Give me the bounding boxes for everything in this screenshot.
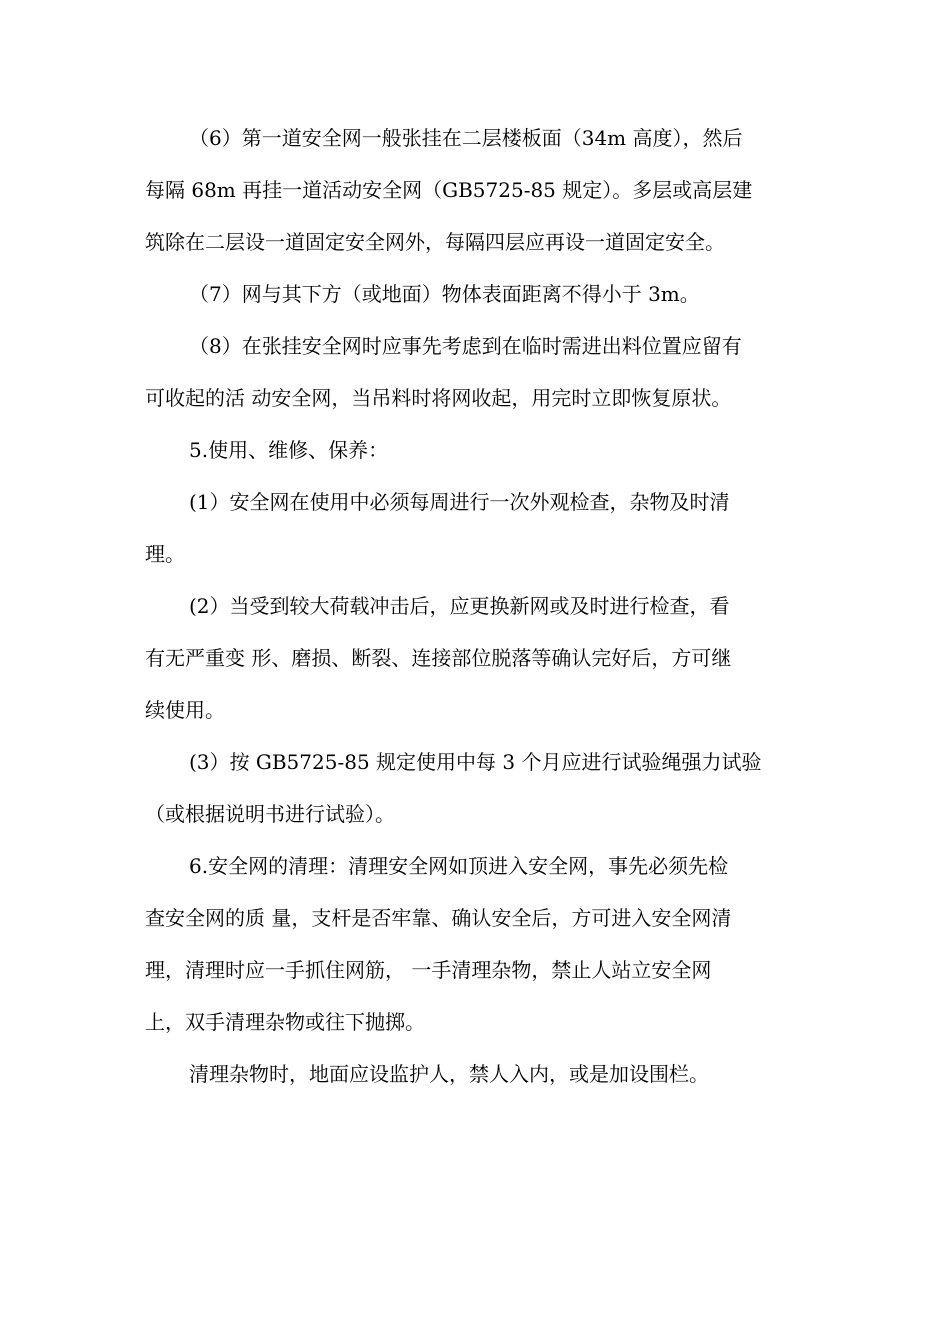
document-body bbox=[145, 112, 810, 1100]
item-2-line-3: 续使用。 bbox=[145, 698, 225, 722]
item-2-line-2: 有无严重变 形、磨损、断裂、连接部位脱落等确认完好后，方可继 bbox=[145, 646, 732, 670]
item-2-line-1: (2）当受到较大荷载冲击后，应更换新网或及时进行检查，看 bbox=[189, 594, 730, 618]
section-6-line-1: 6.安全网的清理：清理安全网如顶进入安全网，事先必须先检 bbox=[189, 854, 729, 878]
section-6-line-4: 上，双手清理杂物或往下抛掷。 bbox=[145, 1010, 425, 1034]
item-1-line-1: (1）安全网在使用中必须每周进行一次外观检查，杂物及时清 bbox=[189, 490, 730, 514]
paragraph-7-line-1: （7）网与其下方（或地面）物体表面距离不得小于 3m。 bbox=[189, 282, 700, 306]
section-5-heading: 5.使用、维修、保养： bbox=[189, 438, 389, 462]
paragraph-6-line-2: 每隔 68m 再挂一道活动安全网（GB5725-85 规定）。多层或高层建 bbox=[145, 178, 753, 202]
item-3-line-2: （或根据说明书进行试验）。 bbox=[145, 802, 395, 826]
closing-paragraph: 清理杂物时，地面应设监护人，禁人入内，或是加设围栏。 bbox=[189, 1062, 709, 1086]
item-1-line-2: 理。 bbox=[145, 542, 185, 566]
paragraph-8-line-2: 可收起的活 动安全网，当吊料时将网收起，用完时立即恢复原状。 bbox=[145, 386, 732, 410]
paragraph-6-line-3: 筑除在二层设一道固定安全网外，每隔四层应再设一道固定安全。 bbox=[145, 230, 725, 254]
section-6-line-2: 查安全网的质 量，支杆是否牢靠、确认安全后，方可进入安全网清 bbox=[145, 906, 732, 930]
section-6-line-3: 理，清理时应一手抓住网筋， 一手清理杂物，禁止人站立安全网 bbox=[145, 958, 712, 982]
paragraph-8-line-1: （8）在张挂安全网时应事先考虑到在临时需进出料位置应留有 bbox=[189, 334, 742, 358]
item-3-line-1: (3）按 GB5725-85 规定使用中每 3 个月应进行试验绳强力试验 bbox=[189, 750, 762, 774]
paragraph-6-line-1: （6）第一道安全网一般张挂在二层楼板面（34m 高度），然后 bbox=[189, 126, 743, 150]
